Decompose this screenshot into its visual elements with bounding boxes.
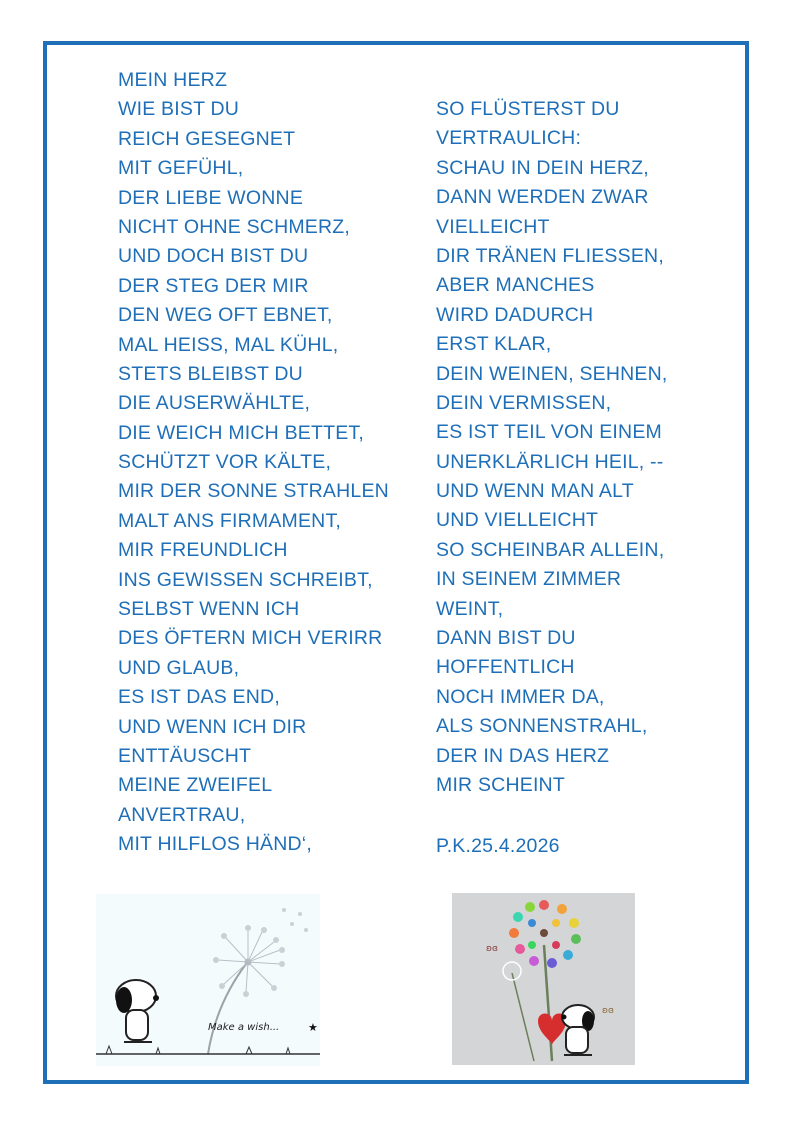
poem-right-column [436,95,668,800]
left-line: DER LIEBE WONNE [118,186,304,209]
right-line: SO SCHEINBAR ALLEIN, [436,538,665,561]
right-line: UNERKLÄRLICH HEIL, -- [436,450,664,473]
left-line: NICHT OHNE SCHMERZ, [118,215,351,238]
left-line: DIE AUSERWÄHLTE, [118,392,311,415]
poem-left-column [118,66,389,860]
left-line: ES IST DAS END, [118,686,280,709]
svg-text:ʚɞ: ʚɞ [486,944,498,954]
left-line: MIT HILFLOS HÄND‘, [118,833,312,856]
left-line: DEN WEG OFT EBNET, [118,304,333,327]
left-line: SCHÜTZT VOR KÄLTE, [118,451,332,474]
right-line: MIR SCHEINT [436,773,565,796]
right-line: DANN WERDEN ZWAR [436,186,649,209]
right-line: DANN BIST DU [436,627,576,650]
left-line: WIE BIST DU [118,98,240,121]
left-line: MIR DER SONNE STRAHLEN [118,480,389,503]
right-line: VERTRAULICH: [436,127,582,150]
right-line: UND WENN MAN ALT [436,480,634,503]
left-line: INS GEWISSEN SCHREIBT, [118,568,373,591]
right-line: NOCH IMMER DA, [436,685,605,708]
left-line: DES ÖFTERN MICH VERIRR [118,627,383,650]
left-line: MALT ANS FIRMAMENT, [118,509,342,532]
left-line: DER STEG DER MIR [118,274,309,297]
left-line: MAL HEISS, MAL KÜHL, [118,333,339,356]
left-line: REICH GESEGNET [118,127,296,150]
right-line: WIRD DADURCH [436,303,594,326]
left-line: STETS BLEIBST DU [118,362,303,385]
right-line: ES IST TEIL VON EINEM [436,421,662,444]
left-line: MIR FREUNDLICH [118,539,288,562]
right-line: ABER MANCHES [436,274,595,297]
right-line: ERST KLAR, [436,333,552,356]
right-line: DIR TRÄNEN FLIESSEN, [436,244,664,267]
snoopy-dandelion-icon [96,894,320,1066]
right-line: UND VIELLEICHT [436,509,599,532]
right-line: IN SEINEM ZIMMER [436,568,622,591]
right-line: HOFFENTLICH [436,656,575,679]
left-line: DIE WEICH MICH BETTET, [118,421,364,444]
left-line: UND WENN ICH DIR [118,715,307,738]
left-line: ENTTÄUSCHT [118,744,252,767]
right-line: WEINT, [436,597,504,620]
left-line: MIT GEFÜHL, [118,157,244,180]
right-line: DEIN WEINEN, SEHNEN, [436,362,668,385]
svg-text:★: ★ [308,1021,318,1034]
right-line: SCHAU IN DEIN HERZ, [436,156,649,179]
left-line: MEINE ZWEIFEL [118,774,273,797]
right-line: ALS SONNENSTRAHL, [436,715,648,738]
left-line: SELBST WENN ICH [118,598,300,621]
svg-text:ʚɞ: ʚɞ [602,1006,614,1016]
left-line: ANVERTRAU, [118,803,246,826]
right-line: DEIN VERMISSEN, [436,391,612,414]
snoopy-heart-dandelion-icon [452,893,635,1065]
left-line: UND DOCH BIST DU [118,245,309,268]
make-a-wish-caption: Make a wish... [208,1022,280,1033]
right-line: VIELLEICHT [436,215,550,238]
right-line: SO FLÜSTERST DU [436,98,620,120]
left-line: MEIN HERZ [118,69,228,91]
signature-date: P.K.25.4.2026 [436,835,560,857]
right-line: DER IN DAS HERZ [436,744,610,767]
left-line: UND GLAUB, [118,656,240,679]
